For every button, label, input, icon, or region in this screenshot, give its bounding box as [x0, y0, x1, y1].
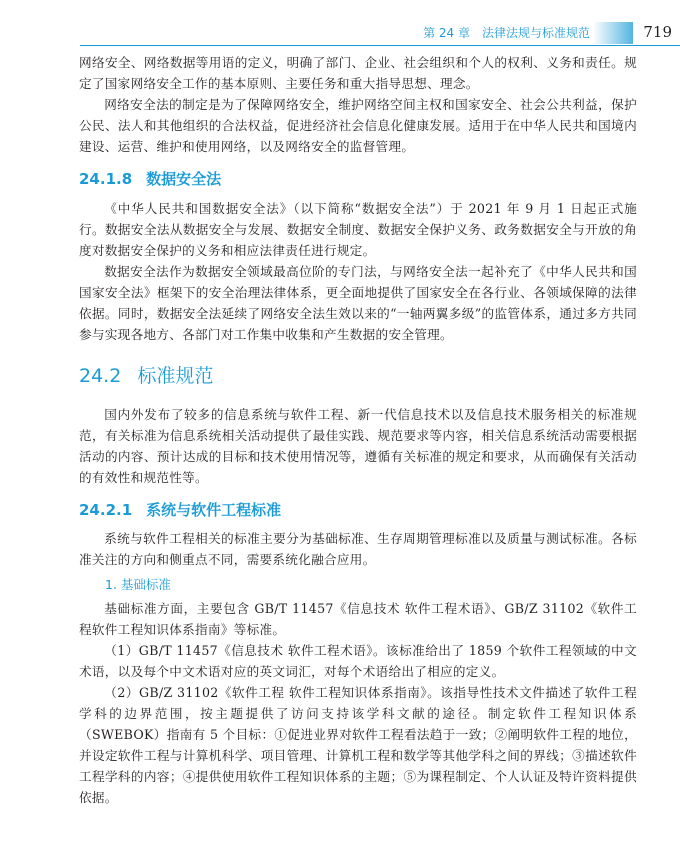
- section-title: 数据安全法: [146, 170, 222, 188]
- paragraph: （1）GB/T 11457《信息技术 软件工程术语》。该标准给出了 1859 个软件工程领域的中文术语，以及每个中文术语对应的英文词汇，对每个术语给出了相应的定义。: [79, 643, 637, 679]
- paragraph: 数据安全法作为数据安全领域最高位阶的专门法，与网络安全法一起补充了《中华人民共和国国家安全法》框架下的安全治理法律体系，更全面地提供了国家安全在各行业、各领域保障的法律依据。同时，数据安全法延续了网络安全法生效以来的“一轴两翼多级”的监管体系，通过多方共同参与实现各地方、各部门对工作集中收集和产生数据的安全管理。: [79, 264, 637, 342]
- chapter-title: 第 24 章 法律法规与标准规范: [423, 26, 590, 40]
- paragraph: 系统与软件工程相关的标准主要分为基础标准、生存周期管理标准以及质量与测试标准。各标准关注的方向和侧重点不同，需要系统化融合应用。: [79, 531, 637, 567]
- page-number: 719: [643, 23, 672, 41]
- section-heading-24-2: [79, 363, 637, 389]
- page-number-band: [593, 22, 633, 44]
- section-number: 24.2: [79, 365, 122, 387]
- paragraph: 《中华人民共和国数据安全法》（以下简称“数据安全法”）于 2021 年 9 月 1 日起正式施行。数据安全法从数据安全与发展、数据安全制度、数据安全保护义务、政务数据安全与开放的角度对数据安全保护的义务和相应法律责任进行规定。: [79, 201, 637, 258]
- subheading-basic-standards: 1. 基础标准: [105, 577, 171, 592]
- running-header: [0, 20, 680, 46]
- paragraph: 国内外发布了较多的信息系统与软件工程、新一代信息技术以及信息技术服务相关的标准规范，有关标准为信息系统相关活动提供了最佳实践、规范要求等内容，相关信息系统活动需要根据活动的内容、预计达成的目标和技术使用情况等，遵循有关标准的规定和要求，从而确保有关活动的有效性和规范性等。: [79, 407, 637, 485]
- paragraph: 基础标准方面，主要包含 GB/T 11457《信息技术 软件工程术语》、GB/Z 31102《软件工程软件工程知识体系指南》等标准。: [79, 601, 637, 637]
- page-body: [79, 52, 637, 808]
- section-title: 标准规范: [137, 365, 214, 387]
- paragraph: （2）GB/Z 31102《软件工程 软件工程知识体系指南》。该指导性技术文件描述了软件工程学科的边界范围，按主题提供了访问支持该学科文献的途径。制定软件工程知识体系（SWEBOK）指南有 5 个目标：①促进业界对软件工程看法趋于一致；②阐明软件工程的地位，并设定软件工程与计算机科学、项目管理、计算机工程和数学等其他学科之间的界线；③描述软件工程学科的内容；④提供使用软件工程知识体系的主题；⑤为课程制定、个人认证及特许资料提供依据。: [79, 685, 637, 805]
- section-heading-24-2-1: [79, 500, 637, 520]
- section-number: 24.2.1: [79, 501, 133, 519]
- section-number: 24.1.8: [79, 170, 133, 188]
- section-title: 系统与软件工程标准: [146, 501, 282, 519]
- paragraph: 网络安全、网络数据等用语的定义，明确了部门、企业、社会组织和个人的权利、义务和责任。规定了国家网络安全工作的基本原则、主要任务和重大指导思想、理念。: [79, 55, 637, 91]
- section-heading-24-1-8: [79, 169, 637, 189]
- paragraph: 网络安全法的制定是为了保障网络安全，维护网络空间主权和国家安全、社会公共利益，保护公民、法人和其他组织的合法权益，促进经济社会信息化健康发展。适用于在中华人民共和国境内建设、运营、维护和使用网络，以及网络安全的监督管理。: [79, 97, 637, 154]
- header-rule: [80, 45, 680, 46]
